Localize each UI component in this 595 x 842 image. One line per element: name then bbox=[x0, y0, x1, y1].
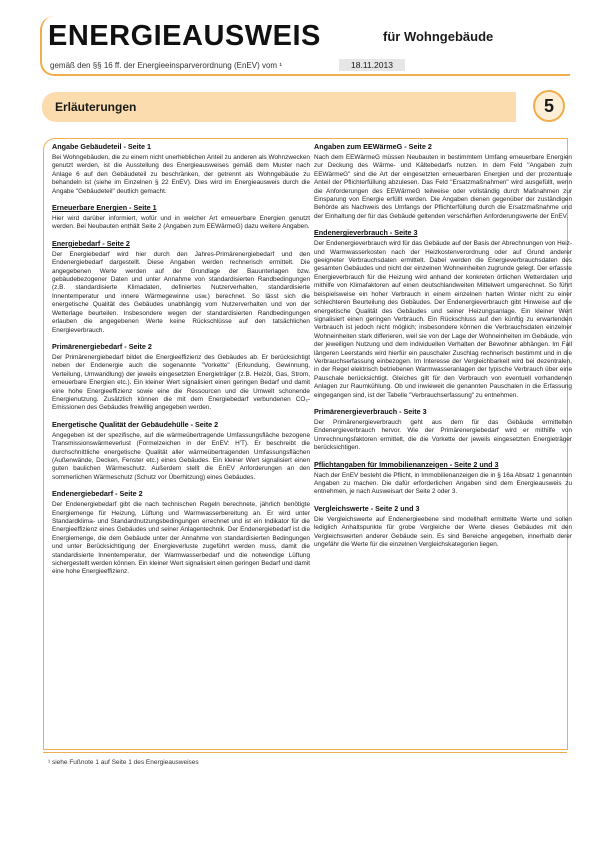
document-subtitle: für Wohngebäude bbox=[383, 29, 494, 44]
text-section bbox=[314, 504, 572, 550]
section-heading: Vergleichswerte - Seite 2 und 3 bbox=[314, 503, 420, 513]
left-text-column bbox=[52, 142, 310, 584]
section-heading: Erneuerbare Energien - Seite 1 bbox=[52, 203, 157, 213]
section-body: Der Primärenergieverbrauch geht aus dem für das Gebäude ermittelten Endenergieverbrauch hervor. Wie der Primärenergiebedarf wird er mithilfe von Umrechnungsfaktoren ermittelt, die die Vorkette der jeweils eingesetzten Energieträger berücksichtigen. bbox=[314, 418, 572, 452]
section-heading: Endenergieverbrauch - Seite 3 bbox=[314, 228, 418, 238]
section-heading: Energetische Qualität der Gebäudehülle - Seite 2 bbox=[52, 419, 219, 429]
document-title: ENERGIEAUSWEIS bbox=[48, 20, 321, 52]
text-section bbox=[52, 239, 310, 335]
footer-divider bbox=[43, 752, 567, 753]
text-section bbox=[314, 142, 572, 221]
law-reference: gemäß den §§ 16 ff. der Energieeinsparverordnung (EnEV) vom ¹ bbox=[50, 61, 282, 70]
section-heading: Endenergiebedarf - Seite 2 bbox=[52, 489, 143, 499]
section-heading: Primärenergiebedarf - Seite 2 bbox=[52, 341, 152, 351]
section-body: Nach der EnEV besteht die Pflicht, in Immobilienanzeigen die in § 16a Absatz 1 genannten Angaben zu machen. Die dafür erforderlichen Angaben sind dem Energieausweis zu entnehmen, je nach Ausweisart der Seite 2 oder 3. bbox=[314, 471, 572, 496]
section-body: Angegeben ist der spezifische, auf die wärmeübertragende Umfassungsfläche bezogene Transmissionswärmeverlust (Formelzeichen in der EnEV: H'T). Er beschreibt die durchschnittliche energetische Qualität aller wärmeübertragenden Umfassungsflächen (Außenwände, Decken, Fenster etc.) eines Gebäudes. Ein kleiner Wert signalisiert einen guten baulichen Wärmeschutz. Außerdem stellt die EnEV Anforderungen an den sommerlichen Wärmeschutz (Schutz vor Überhitzung) eines Gebäudes. bbox=[52, 431, 310, 481]
section-heading: Energiebedarf - Seite 2 bbox=[52, 238, 130, 248]
section-heading: Pflichtangaben für Immobilienanzeigen - Seite 2 und 3 bbox=[314, 459, 499, 469]
text-section bbox=[52, 142, 310, 196]
text-section bbox=[314, 460, 572, 497]
text-section bbox=[314, 407, 572, 453]
section-body: Bei Wohngebäuden, die zu einem nicht unerheblichen Anteil zu anderen als Wohnzwecken genutzt werden, ist die Ausstellung des Energieausweises gemäß dem Muster nach Anlage 6 auf den Gebäudeteil zu beschränken, der getrennt als Wohngebäude zu behandeln ist (siehe im Einzelnen § 22 EnEV). Dies wird im Energieausweis durch die Angabe "Gebäudeteil" deutlich gemacht. bbox=[52, 154, 310, 195]
text-section bbox=[52, 342, 310, 413]
text-section bbox=[52, 420, 310, 482]
page-number-badge: 5 bbox=[533, 90, 565, 122]
section-heading: Angabe Gebäudeteil - Seite 1 bbox=[52, 142, 152, 151]
section-body: Der Endenergiebedarf gibt die nach technischen Regeln berechnete, jährlich benötigte Energiemenge für Heizung, Lüftung und Warmwasserbereitung an. Er wird unter Standardklima- und Standardnutzungsbedingungen errechnet und ist ein Indikator für die Energieeffizienz eines Gebäudes und seiner Anlagentechnik. Der Endenergiebedarf ist die Energiemenge, die dem Gebäude unter der Annahme von standardisierten Bedingungen und unter Berücksichtigung der Energieverluste zugeführt werden muss, damit die standardisierte Innentemperatur, der Warmwasserbedarf und die notwendige Lüftung sichergestellt werden können. Ein kleiner Wert signalisiert einen geringen Bedarf und damit eine hohe Energieeffizienz. bbox=[52, 501, 310, 576]
text-section bbox=[314, 228, 572, 400]
section-title: Erläuterungen bbox=[55, 100, 137, 114]
section-body: Nach dem EEWärmeG müssen Neubauten in bestimmtem Umfang erneuerbare Energien zur Deckung des Wärme- und Kältebedarfs nutzen. In dem Feld "Angaben zum EEWärmeG" sind die Art der eingesetzten erneuerbaren Energien und der prozentuale Anteil der Pflichterfüllung abzulesen. Das Feld "Ersatzmaßnahmen" wird ausgefüllt, wenn die Anforderungen des EEWärmeG teilweise oder vollständig durch Maßnahmen zur Einsparung von Energie erfüllt werden. Die Angaben dienen gegenüber der zuständigen Behörde als Nachweis des Umfangs der Pflichterfüllung durch die Ersatzmaßnahme und der Einhaltung der für das Gebäude geltenden verschärften Anforderungswerte der EnEV. bbox=[314, 154, 572, 220]
right-text-column bbox=[314, 142, 572, 556]
section-body: Die Vergleichswerte auf Endenergieebene sind modellhaft ermittelte Werte und sollen lediglich Anhaltspunkte für grobe Vergleiche der Werte dieses Gebäudes mit den Vergleichswerten anderer Gebäude sein. Es sind Bereiche angegeben, innerhalb derer ungefähr die Werte für die einzelnen Vergleichskategorien liegen. bbox=[314, 515, 572, 549]
section-body: Der Endenergieverbrauch wird für das Gebäude auf der Basis der Abrechnungen von Heiz- und Warmwasserkosten nach der Heizkostenverordnung oder auf Grund anderer geeigneter Verbrauchsdaten ermittelt. Dabei werden die Energieverbrauchsdaten des gesamten Gebäudes und nicht der einzelnen Wohneinheiten zugrunde gelegt. Der erfasste Energieverbrauch für die Heizung wird anhand der konkreten örtlichen Wetterdaten und mithilfe von Klimafaktoren auf einen deutschlandweiten Mittelwert umgerechnet. So führt beispielsweise ein hoher Verbrauch in einem einzelnen harten Winter nicht zu einer schlechteren Beurteilung des Gebäudes. Der Endenergieverbrauch gibt Hinweise auf die energetische Qualität des Gebäudes und seiner Heizungsanlage. Ein kleiner Wert signalisiert einen geringen Verbrauch. Ein Rückschluss auf den künftig zu erwartenden Verbrauch ist jedoch nicht möglich; insbesondere können die Verbrauchsdaten einzelner Wohneinheiten stark differieren, weil sie von der Lage der Wohneinheiten im Gebäude, von der jeweiligen Nutzung und dem individuellen Verhalten der Bewohner abhängen. Im Fall längeren Leerstands wird hierfür ein pauschaler Zuschlag rechnerisch bestimmt und in die Verbrauchserfassung einbezogen. Im Interesse der Vergleichbarkeit wird bei dezentralen, in der Regel elektrisch betriebenen Warmwasseranlagen der typische Verbrauch über eine Pauschale berücksichtigt. Gleiches gilt für den Verbrauch von eventuell vorhandenen Anlagen zur Raumkühlung. Ob und inwieweit die genannten Pauschalen in die Erfassung eingegangen sind, ist der Tabelle "Verbrauchserfassung" zu entnehmen. bbox=[314, 240, 572, 399]
text-section bbox=[52, 203, 310, 232]
section-body: Der Energiebedarf wird hier durch den Jahres-Primärenergiebedarf und den Endenergiebedarf dargestellt. Diese Angaben werden rechnerisch ermittelt. Die angegebenen Werte werden auf der Grundlage der Bauunterlagen bzw. gebäudebezogener Daten und unter Annahme von standardisierten Randbedingungen (z.B. standardisierte Klimadaten, definiertes Nutzerverhalten, standardisierte Innentemperatur und innere Wärmegewinne usw.) berechnet. So lässt sich die energetische Qualität des Gebäudes unabhängig vom Nutzerverhalten und von der Wetterlage beurteilen. Insbesondere wegen der standardisierten Randbedingungen erlauben die angegebenen Werte keine Rückschlüsse auf den tatsächlichen Energieverbrauch. bbox=[52, 250, 310, 334]
section-heading: Angaben zum EEWärmeG - Seite 2 bbox=[314, 142, 432, 151]
section-body: Hier wird darüber informiert, wofür und in welcher Art erneuerbare Energien genutzt werden. Bei Neubauten enthält Seite 2 (Angaben zum EEWärmeG) dazu weitere Angaben. bbox=[52, 215, 310, 231]
section-heading: Primärenergieverbrauch - Seite 3 bbox=[314, 406, 427, 416]
section-body: Der Primärenergiebedarf bildet die Energieeffizienz des Gebäudes ab. Er berücksichtigt neben der Endenergie auch die sogenannte "Vorkette" (Erkundung, Gewinnung, Verteilung, Umwandlung) der jeweils eingesetzten Energieträger (z.B. Heizöl, Gas, Strom, erneuerbare Energien etc.). Ein kleiner Wert signalisiert einen geringen Bedarf und damit eine hohe Energieeffizienz sowie eine die Ressourcen und die Umwelt schonende Energienutzung. Zusätzlich können die mit dem Energiebedarf verbundenen CO₂-Emissionen des Gebäudes freiwillig angegeben werden. bbox=[52, 353, 310, 412]
text-section bbox=[52, 489, 310, 577]
footnote: ¹ siehe Fußnote 1 auf Seite 1 des Energieausweises bbox=[48, 759, 199, 766]
issue-date-field: 18.11.2013 bbox=[339, 59, 405, 71]
